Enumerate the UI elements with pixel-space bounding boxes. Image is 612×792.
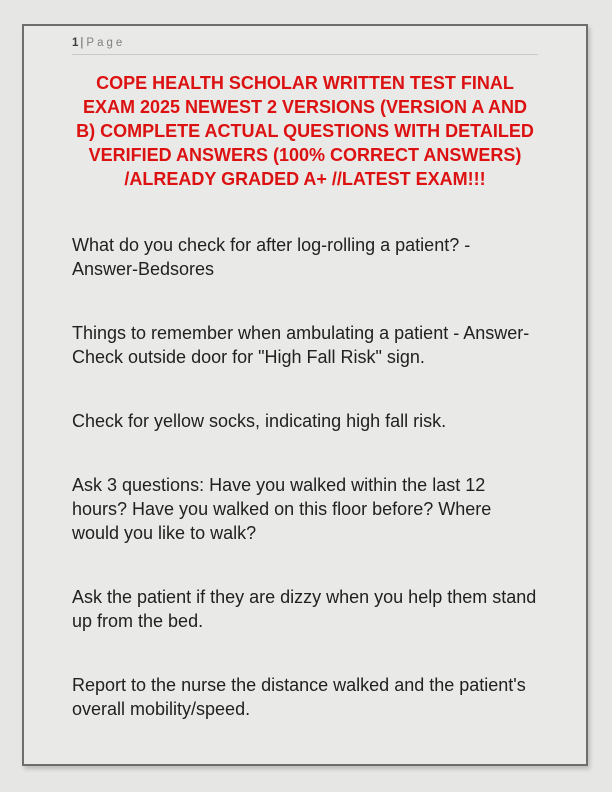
document-title: COPE HEALTH SCHOLAR WRITTEN TEST FINAL EXAM 2025 NEWEST 2 VERSIONS (VERSION A AND B) COMPLETE ACTUAL QUESTIONS WITH DETAILED VERIFIED ANSWERS (100% CORRECT ANSWERS) /ALREADY GRADED A+ //LATEST EXAM!!! [76,73,534,189]
paragraph: Ask the patient if they are dizzy when you help them stand up from the bed. [72,587,537,631]
page-number: 1 [72,37,80,49]
paragraph: Check for yellow socks, indicating high fall risk. [72,411,447,431]
paragraph: Report to the nurse the distance walked and the patient's overall mobility/speed. [72,675,526,719]
paragraph: Ask 3 questions: Have you walked within the last 12 hours? Have you walked on this floor before? Where would you like to walk? [72,475,492,543]
paragraph: What do you check for after log-rolling a patient? - Answer-Bedsores [72,235,471,279]
page-header-label: Page [86,37,126,49]
paragraph: Things to remember when ambulating a patient - Answer-Check outside door for "High Fall Risk" sign. [72,323,530,367]
header-separator: | [80,37,84,49]
page-header [72,37,538,55]
document-page [22,24,588,766]
document-body [72,233,538,721]
